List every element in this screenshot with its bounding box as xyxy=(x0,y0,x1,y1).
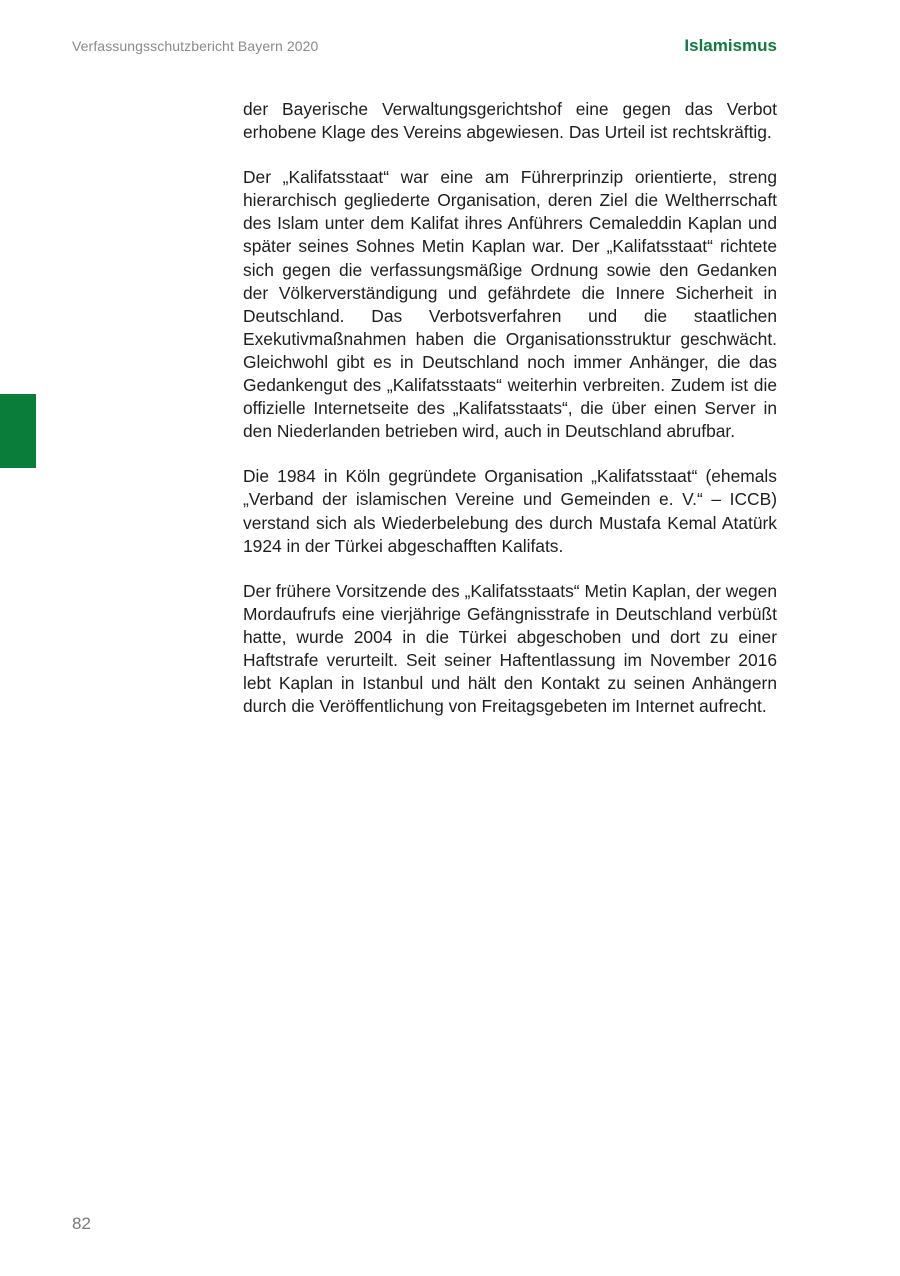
paragraph: Der frühere Vorsitzende des „Kalifatsstaats“ Metin Kaplan, der wegen Mordaufrufs eine vierjährige Gefängnisstrafe in Deutschland verbüßt hatte, wurde 2004 in die Türkei abgeschoben und dort zu einer Haftstrafe verurteilt. Seit seiner Haftentlassung im November 2016 lebt Kaplan in Istanbul und hält den Kontakt zu seinen Anhängern durch die Veröffentlichung von Freitagsgebeten im Internet aufrecht. xyxy=(243,580,777,717)
body-text xyxy=(243,98,777,740)
paragraph: Der „Kalifatsstaat“ war eine am Führerprinzip orientierte, streng hierarchisch gegliederte Organisation, deren Ziel die Weltherrschaft des Islam unter dem Kalifat ihres Anführers Cemaleddin Kaplan und später seines Sohnes Metin Kaplan war. Der „Kalifatsstaat“ richtete sich gegen die verfassungsmäßige Ordnung sowie den Gedanken der Völkerverständigung und gefährdete die Innere Sicherheit in Deutschland. Das Verbotsverfahren und die staatlichen Exekutivmaßnahmen haben die Organisationsstruktur geschwächt. Gleichwohl gibt es in Deutschland noch immer Anhänger, die das Gedankengut des „Kalifatsstaats“ weiterhin verbreiten. Zudem ist die offizielle Internetseite des „Kalifatsstaats“, die über einen Server in den Niederlanden betrieben wird, auch in Deutschland abrufbar. xyxy=(243,167,777,442)
section-title: Islamismus xyxy=(684,36,777,55)
chapter-marker-tab xyxy=(0,394,36,468)
page-number: 82 xyxy=(72,1214,91,1233)
paragraph: Die 1984 in Köln gegründete Organisation „Kalifatsstaat“ (ehemals „Verband der islamischen Vereine und Gemeinden e. V.“ – ICCB) verstand sich als Wiederbelebung des durch Mustafa Kemal Atatürk 1924 in der Türkei abgeschafften Kalifats. xyxy=(243,466,777,556)
report-title: Verfassungsschutzbericht Bayern 2020 xyxy=(72,38,319,54)
paragraph: der Bayerische Verwaltungsgerichtshof eine gegen das Verbot erhobene Klage des Vereins abgewiesen. Das Urteil ist rechtskräftig. xyxy=(243,99,777,143)
